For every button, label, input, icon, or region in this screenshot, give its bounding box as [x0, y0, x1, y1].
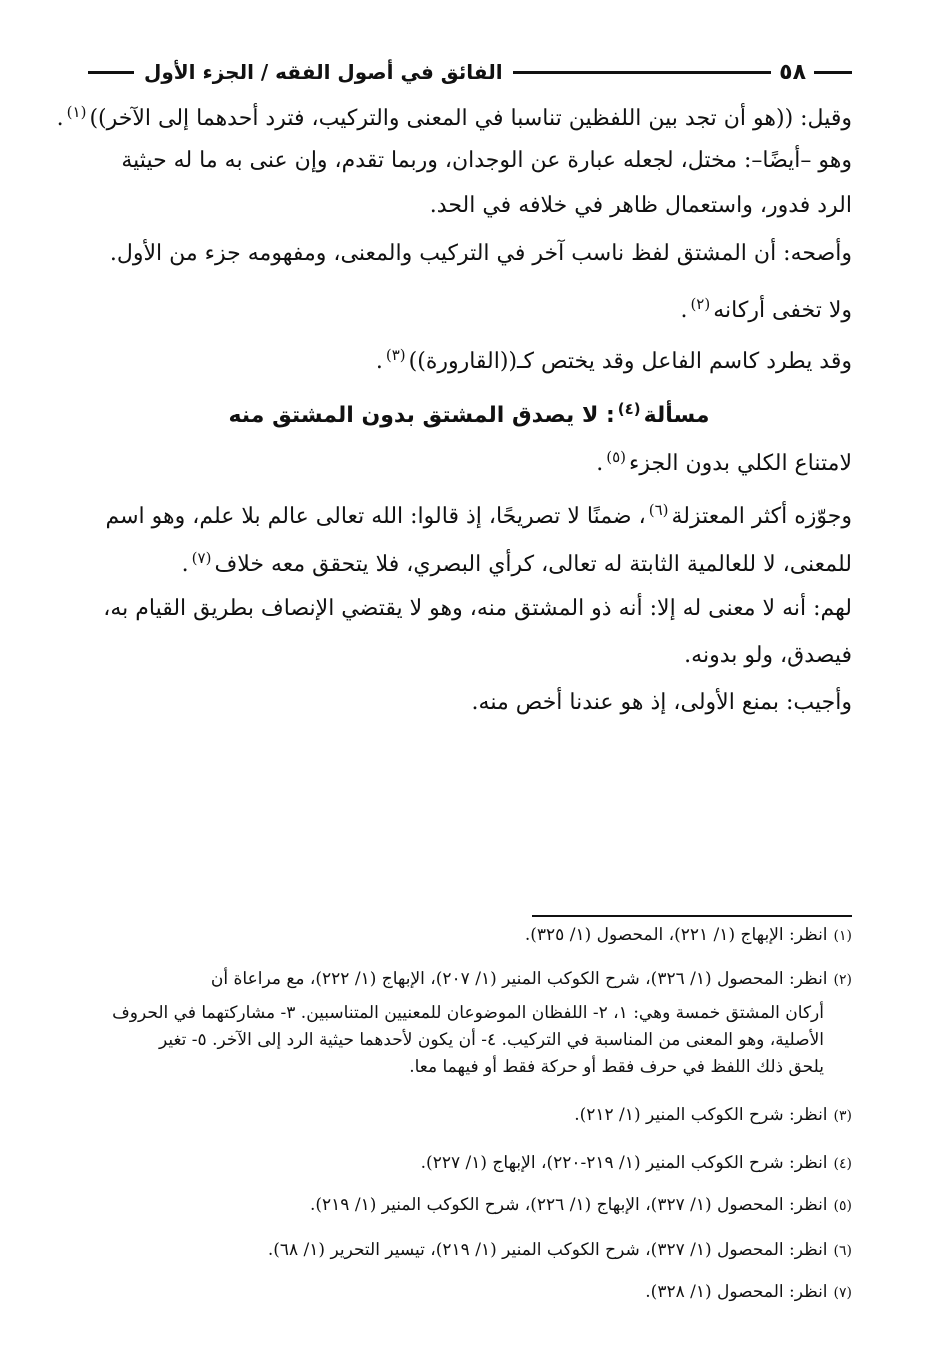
- body-punctuation: .: [181, 552, 189, 577]
- footnote-2-line-2: [92, 1001, 824, 1025]
- body-text: وقد يطرد كاسم الفاعل وقد يختص كـ((القارورة)): [408, 349, 852, 374]
- footnote-text: انظر: شرح الكوكب المنير (١/ ٢١٢).: [574, 1105, 828, 1125]
- footnote-2-line-3: [92, 1028, 824, 1052]
- footnote-text: انظر: المحصول (١/ ٣٢٧)، شرح الكوكب المنير (١/ ٢١٩)، تيسير التحرير (١/ ٦٨).: [267, 1240, 828, 1260]
- heading-title: : لا يصدق المشتق بدون المشتق منه: [228, 403, 615, 428]
- body-text: وقيل: ((هو أن تجد بين اللفظين تناسبا في المعنى والتركيب، فترد أحدهما إلى الآخر)): [89, 106, 852, 131]
- body-punctuation: .: [375, 349, 383, 374]
- body-punctuation: .: [596, 451, 604, 476]
- body-punctuation: .: [680, 298, 688, 323]
- footnote-ref-6: (٦): [648, 501, 669, 519]
- footnote-text: الأصلية، وهو المعنى من المناسبة في التركيب. ٤- أن يكون لأحدهما حيثية الرد إلى الآخر. ٥- تغير: [158, 1030, 824, 1050]
- footnote-3: [92, 1103, 852, 1128]
- footnote-number: (٣): [833, 1108, 852, 1124]
- body-text: لهم: أنه لا معنى له إلا: أنه ذو المشتق منه، وهو لا يقتضي الإنصاف بطريق القيام به،: [103, 596, 852, 621]
- footnote-number: (١): [833, 928, 852, 944]
- header-rule-middle: [513, 71, 772, 74]
- footnote-5: [92, 1193, 852, 1218]
- section-heading: [86, 392, 852, 433]
- body-text: وأجيب: بمنع الأولى، إذ هو عندنا أخص منه.: [471, 690, 852, 715]
- body-line-8: [86, 495, 852, 532]
- body-line-12: [86, 688, 852, 718]
- footnote-number: (٧): [833, 1285, 852, 1301]
- body-line-3: [86, 191, 852, 221]
- footnote-2: [92, 967, 852, 992]
- body-line-11: [86, 641, 852, 671]
- body-punctuation: .: [56, 106, 64, 131]
- footnote-4: [92, 1151, 852, 1176]
- footnote-2-line-4: [92, 1055, 824, 1079]
- footnote-ref-1: (١): [66, 103, 87, 121]
- footnote-text: يلحق ذلك اللفظ في حرف فقط أو حركة فقط أو فيهما معا.: [409, 1057, 824, 1077]
- body-line-5: [86, 289, 852, 326]
- body-line-1: [56, 97, 852, 134]
- body-text: وأصحه: أن المشتق لفظ ناسب آخر في التركيب والمعنى، ومفهومه جزء من الأول.: [109, 241, 852, 266]
- body-line-4: [86, 239, 852, 269]
- footnote-ref-5: (٥): [606, 448, 627, 466]
- footnote-separator: [532, 915, 852, 917]
- footnote-6: [92, 1238, 852, 1263]
- body-text: وهو –أيضًا–: مختل، لجعله عبارة عن الوجدان، وربما تقدم، وإن عنى به ما له حيثية: [121, 148, 852, 173]
- footnote-number: (٤): [833, 1156, 852, 1172]
- body-text: ولا تخفى أركانه: [713, 298, 852, 323]
- body-text: الرد فدور، واستعمال ظاهر في خلافه في الحد.: [429, 193, 852, 218]
- footnote-text: انظر: المحصول (١/ ٣٢٦)، شرح الكوكب المنير (١/ ٢٠٧)، الإبهاج (١/ ٢٢٢)، مع مراعاة أن: [210, 969, 828, 989]
- footnote-number: (٦): [833, 1243, 852, 1259]
- footnote-text: انظر: المحصول (١/ ٣٢٧)، الإبهاج (١/ ٢٢٦)، شرح الكوكب المنير (١/ ٢١٩).: [309, 1195, 828, 1215]
- footnote-ref-3: (٣): [385, 346, 406, 364]
- body-text: لامتناع الكلي بدون الجزء: [629, 451, 852, 476]
- page-header: [88, 52, 852, 92]
- footnote-text: أركان المشتق خمسة وهي: ١، ٢- اللفظان الموضوعان للمعنيين المتناسبين. ٣- مشاركتهما في الحروف: [112, 1003, 824, 1023]
- footnote-text: انظر: المحصول (١/ ٣٢٨).: [645, 1282, 828, 1302]
- running-title: الفائق في أصول الفقه / الجزء الأول: [144, 60, 503, 84]
- footnote-number: (٢): [833, 972, 852, 988]
- footnote-1: [92, 923, 852, 948]
- body-line-6: [86, 340, 852, 377]
- footnote-7: [92, 1280, 852, 1305]
- heading-label: مسألة: [643, 403, 710, 428]
- body-text: للمعنى، لا للعالمية الثابتة له تعالى، كرأي البصري، فلا يتحقق معه خلاف: [214, 552, 852, 577]
- body-text: فيصدق، ولو بدونه.: [684, 643, 852, 668]
- footnote-ref-2: (٢): [690, 295, 711, 313]
- header-rule-right: [814, 71, 852, 74]
- page-number: ٥٨: [779, 59, 806, 85]
- footnote-text: انظر: الإبهاج (١/ ٢٢١)، المحصول (١/ ٣٢٥).: [524, 925, 828, 945]
- header-rule-left: [88, 71, 134, 74]
- body-text: ، ضمنًا لا تصريحًا، إذ قالوا: الله تعالى عالم بلا علم، وهو اسم: [105, 504, 646, 529]
- footnote-number: (٥): [833, 1198, 852, 1214]
- body-line-10: [86, 594, 852, 624]
- footnote-ref-4: (٤): [617, 400, 641, 418]
- footnote-text: انظر: شرح الكوكب المنير (١/ ٢١٩-٢٢٠)، الإبهاج (١/ ٢٢٧).: [420, 1153, 828, 1173]
- body-line-7: [86, 442, 852, 479]
- body-line-2: [86, 146, 852, 176]
- body-line-9: [86, 543, 852, 580]
- body-text: وجوّزه أكثر المعتزلة: [671, 504, 852, 529]
- footnote-ref-7: (٧): [191, 549, 212, 567]
